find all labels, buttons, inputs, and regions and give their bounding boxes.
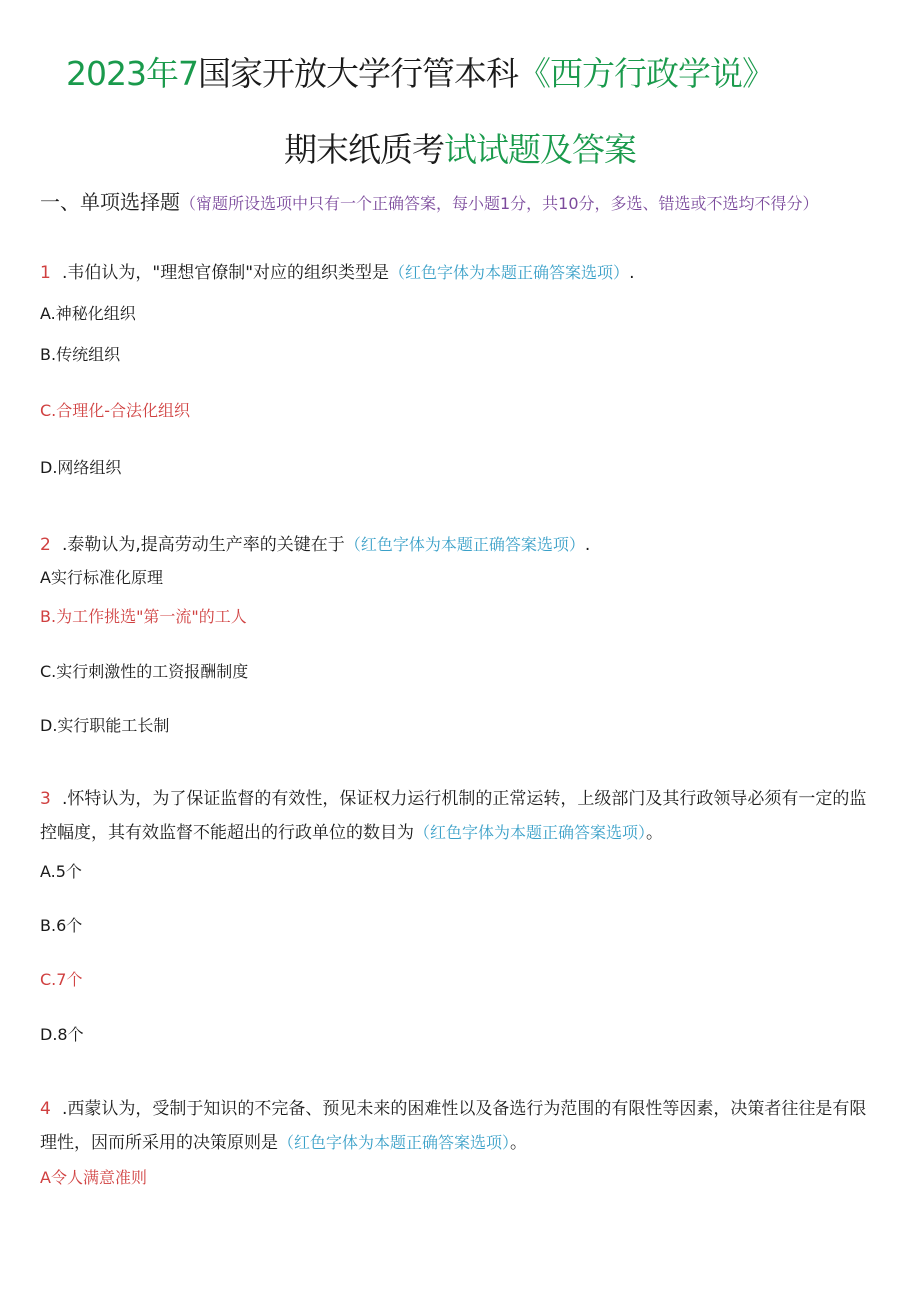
title-exam-type: 期末纸质考 (284, 130, 444, 169)
section-instructions: （甯题所设选项中只有一个正确答案，每小题1分，共10分，多选、错选或不选均不得分） (180, 194, 819, 213)
question-number: 3 (40, 789, 51, 809)
option-1c-correct: C.合理化-合法化组织 (40, 401, 191, 420)
question-end: . (629, 263, 635, 283)
question-text: .怀特认为，为了保证监督的有效性，保证权力运行机制的正常运转，上级部门及其行政领导必须有一定的监控幅度，其有效监督不能超出的行政单位的数目为 (40, 789, 867, 843)
question-text: .泰勒认为,提高劳动生产率的关键在于 (62, 535, 345, 555)
question-hint: （红色字体为本题正确答案选项） (389, 263, 630, 282)
option-1a: A.神秘化组织 (40, 304, 136, 323)
question-4 (40, 1093, 875, 1160)
section-heading (40, 186, 885, 220)
section-title: 一、单项选择题 (40, 190, 180, 214)
option-2a: A实行标准化原理 (40, 568, 163, 587)
option-3a: A.5个 (40, 862, 82, 881)
question-hint: （红色字体为本题正确答案选项） (278, 1133, 511, 1152)
title-university: 国家开放大学行管本科 (197, 54, 518, 93)
question-number: 2 (40, 535, 51, 555)
option-1b: B.传统组织 (40, 345, 121, 364)
question-number: 1 (40, 263, 51, 283)
question-3 (40, 783, 875, 850)
question-hint: （红色字体为本题正确答案选项） (344, 535, 585, 554)
question-end: 。 (646, 823, 664, 843)
document-title-line2 (0, 126, 920, 174)
title-year: 2023年7 (66, 54, 198, 93)
option-2d: D.实行职能工长制 (40, 716, 170, 735)
question-1 (40, 256, 875, 290)
question-2 (40, 528, 875, 562)
option-2c: C.实行刺激性的工资报酬制度 (40, 662, 249, 681)
question-hint: （红色字体为本题正确答案选项） (414, 823, 647, 842)
option-3d: D.8个 (40, 1025, 84, 1044)
option-2b-correct: B.为工作挑选"第一流"的工人 (40, 607, 247, 626)
option-3c-correct: C.7个 (40, 970, 83, 989)
document-title-line1 (66, 50, 774, 98)
question-end: . (584, 535, 591, 555)
question-text: .西蒙认为，受制于知识的不完备、预见未来的困难性以及备选行为范围的有限性等因素，决策者往往是有限理性，因而所采用的决策原则是 (40, 1099, 867, 1153)
option-3b: B.6个 (40, 916, 83, 935)
option-4a-correct: A令人满意准则 (40, 1168, 147, 1187)
title-course: 《西方行政学说》 (517, 54, 774, 93)
title-exam-suffix: 试试题及答案 (444, 130, 636, 169)
question-number: 4 (40, 1099, 51, 1119)
option-1d: D.网络组织 (40, 458, 122, 477)
question-end: 。 (510, 1133, 528, 1153)
question-text: .韦伯认为，"理想官僚制"对应的组织类型是 (62, 263, 390, 283)
